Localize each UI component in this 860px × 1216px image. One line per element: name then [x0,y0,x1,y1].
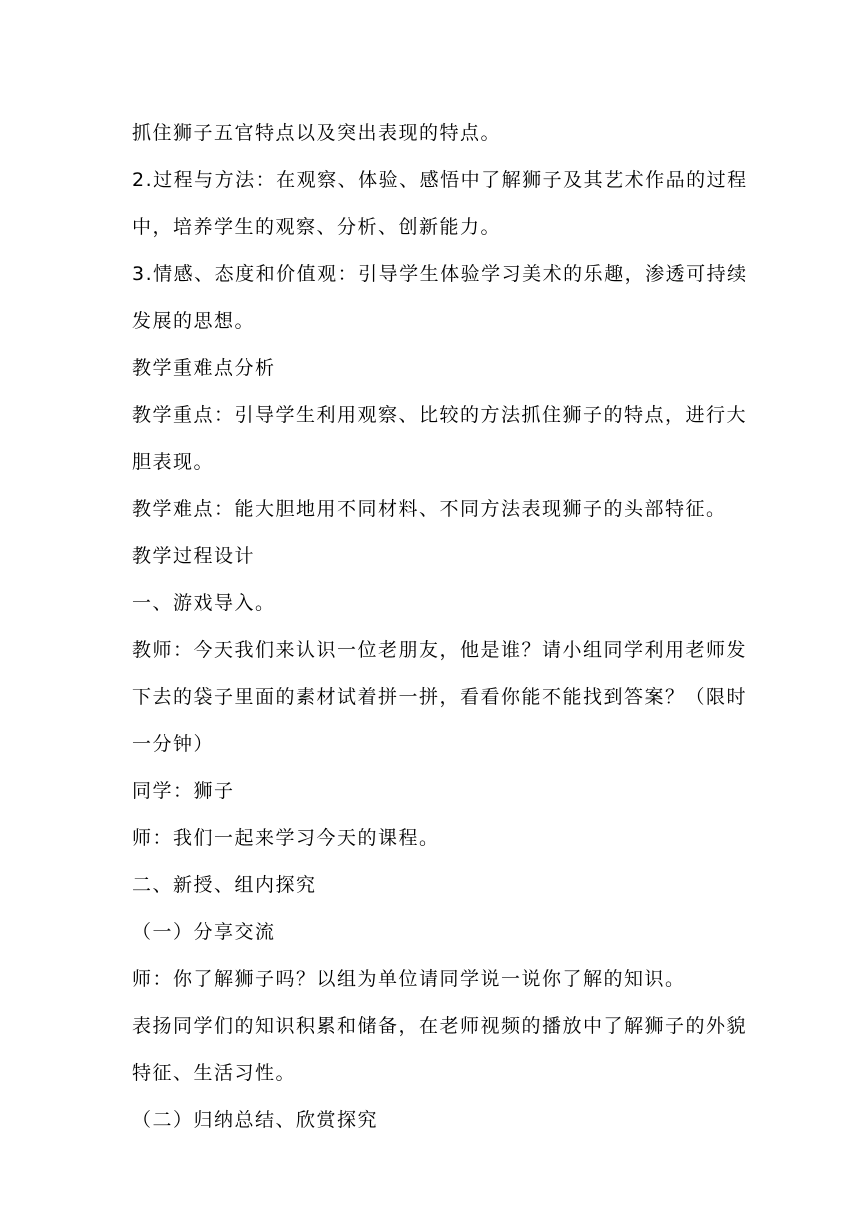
text-line: 表扬同学们的知识积累和储备，在老师视频的播放中了解狮子的外貌 [132,1015,748,1037]
text-line: 中，培养学生的观察、分析、创新能力。 [132,216,502,238]
text-line: 抓住狮子五官特点以及突出表现的特点。 [132,122,502,144]
text-line: 教学难点：能大胆地用不同材料、不同方法表现狮子的头部特征。 [132,498,727,520]
text-line: 特征、生活习性。 [132,1062,297,1084]
text-line: 胆表现。 [132,451,215,473]
text-line: 师：你了解狮子吗？以组为单位请同学说一说你了解的知识。 [132,968,686,990]
section-heading: 二、新授、组内探究 [132,874,317,896]
document-body [132,110,748,1144]
subsection-heading: （一）分享交流 [132,921,276,943]
section-heading: 教学重难点分析 [132,357,276,379]
text-line: 3.情感、态度和价值观：引导学生体验学习美术的乐趣，渗透可持续 [132,263,748,285]
text-line: 下去的袋子里面的素材试着拼一拼，看看你能不能找到答案？（限时 [132,686,748,708]
section-heading: 一、游戏导入。 [132,592,276,614]
section-heading: 教学过程设计 [132,545,256,567]
text-line: 一分钟） [132,733,215,755]
text-line: 2.过程与方法：在观察、体验、感悟中了解狮子及其艺术作品的过程 [132,169,748,191]
text-line: 发展的思想。 [132,310,256,332]
text-line: 同学：狮子 [132,780,235,802]
subsection-heading: （二）归纳总结、欣赏探究 [132,1109,379,1131]
text-line: 教师：今天我们来认识一位老朋友，他是谁？请小组同学利用老师发 [132,639,748,661]
text-line: 教学重点：引导学生利用观察、比较的方法抓住狮子的特点，进行大 [132,404,748,426]
text-line: 师：我们一起来学习今天的课程。 [132,827,440,849]
